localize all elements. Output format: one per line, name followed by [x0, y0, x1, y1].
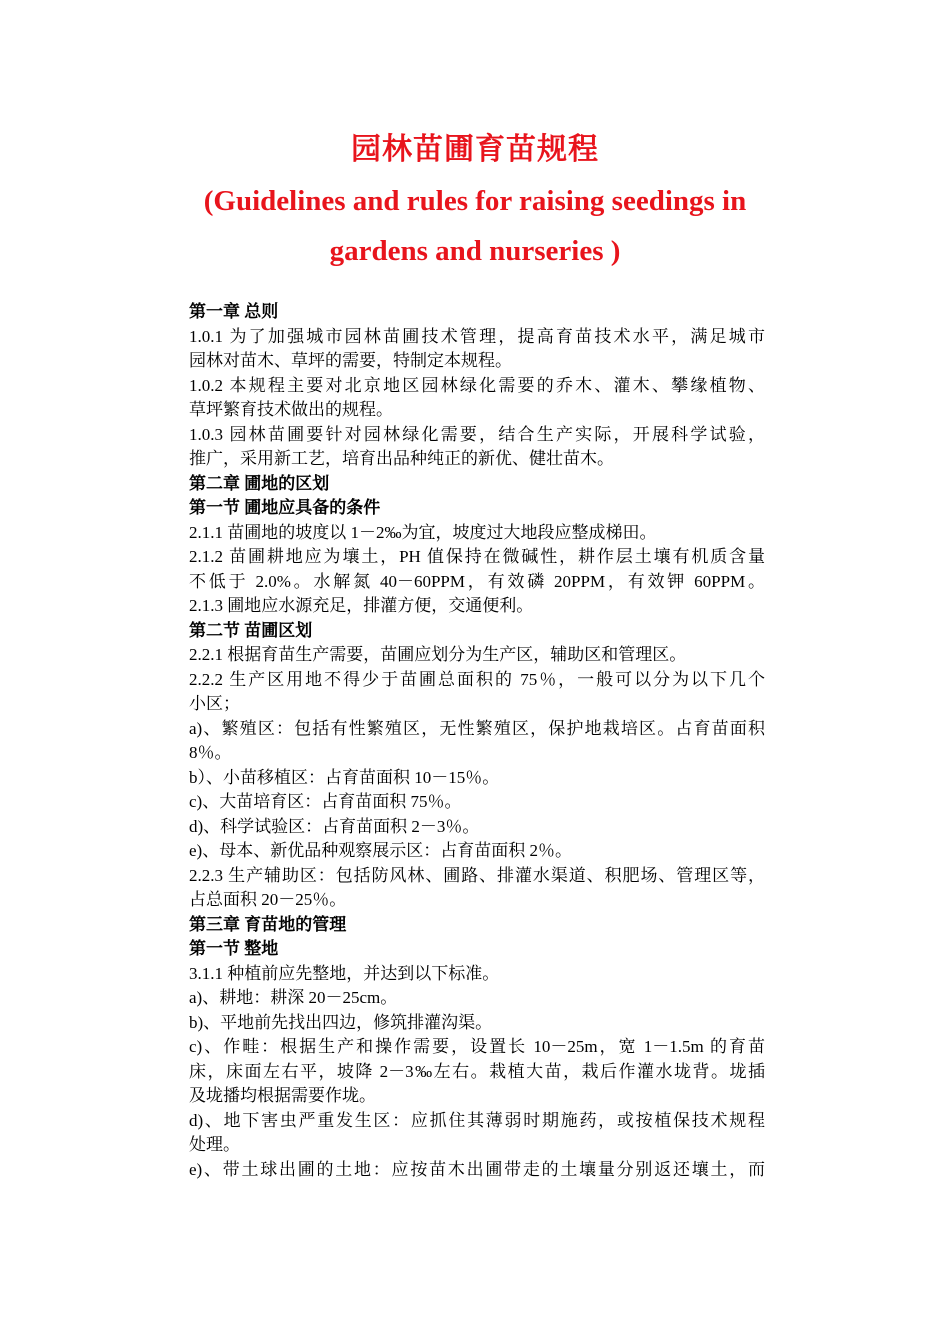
section-heading: 第二节 苗圃区划 — [189, 620, 313, 640]
text-line: d)、地下害虫严重发生区：应抓住其薄弱时期施药，或按植保技术规程 — [189, 1110, 765, 1130]
text-line: 及垅播均根据需要作垅。 — [189, 1086, 376, 1105]
section-heading: 第一节 圃地应具备的条件 — [189, 498, 381, 517]
text-line: 1.0.1 为了加强城市园林苗圃技术管理，提高育苗技术水平，满足城市 — [189, 326, 765, 346]
text-line: 床，床面左右平，坡降 2－3‰左右。栽植大苗，栽后作灌水垅背。垅插 — [189, 1061, 765, 1081]
text-line: 2.1.1 苗圃地的坡度以 1－2‰为宜，坡度过大地段应整成梯田。 — [189, 522, 657, 542]
text-line: a)、繁殖区：包括有性繁殖区，无性繁殖区，保护地栽培区。占育苗面积 — [189, 718, 765, 738]
text-line: 园林对苗木、草坪的需要，特制定本规程。 — [189, 351, 512, 370]
text-line: 草坪繁育技术做出的规程。 — [189, 400, 393, 419]
text-line: e)、带土球出圃的土地：应按苗木出圃带走的土壤量分别返还壤土，而 — [189, 1159, 765, 1179]
title-english-line-1: (Guidelines and rules for raising seedings in — [203, 185, 747, 217]
text-line: 处理。 — [189, 1135, 240, 1154]
text-line: 8％。 — [189, 743, 232, 762]
text-line: 不低于 2.0%。水解氮 40－60PPM，有效磷 20PPM，有效钾 60PPM。 — [189, 571, 765, 591]
title-english-line-2: gardens and nurseries ) — [329, 235, 621, 267]
text-line: 占总面积 20－25％。 — [189, 890, 347, 909]
text-line: 小区； — [189, 694, 240, 713]
text-line: 2.2.2 生产区用地不得少于苗圃总面积的 75％，一般可以分为以下几个 — [189, 669, 765, 689]
text-line: c)、大苗培育区：占育苗面积 75％。 — [189, 792, 462, 811]
text-line: d)、科学试验区：占育苗面积 2－3％。 — [189, 816, 480, 836]
text-line: e)、母本、新优品种观察展示区：占育苗面积 2％。 — [189, 841, 572, 860]
document-title — [0, 124, 950, 276]
document-body — [189, 300, 765, 1182]
text-line: 2.2.1 根据育苗生产需要，苗圃应划分为生产区，辅助区和管理区。 — [189, 645, 687, 664]
text-line: b）、小苗移植区：占育苗面积 10－15％。 — [189, 767, 500, 787]
text-line: 1.0.3 园林苗圃要针对园林绿化需要，结合生产实际，开展科学试验， — [189, 424, 765, 444]
text-line: 3.1.1 种植前应先整地，并达到以下标准。 — [189, 963, 500, 983]
text-line: a)、耕地：耕深 20－25cm。 — [189, 988, 398, 1007]
title-chinese: 园林苗圃育苗规程 — [351, 133, 599, 166]
section-heading: 第三章 育苗地的管理 — [189, 914, 347, 934]
text-line: b)、平地前先找出四边，修筑排灌沟渠。 — [189, 1012, 493, 1032]
text-line: 推广，采用新工艺，培育出品种纯正的新优、健壮苗木。 — [189, 449, 614, 468]
text-line: 2.1.3 圃地应水源充足，排灌方便，交通便利。 — [189, 596, 534, 615]
text-line: 2.1.2 苗圃耕地应为壤土，PH 值保持在微碱性，耕作层土壤有机质含量 — [189, 547, 765, 566]
section-heading: 第二章 圃地的区划 — [189, 473, 330, 493]
section-heading: 第一章 总则 — [189, 302, 279, 321]
text-line: c)、作畦：根据生产和操作需要，设置长 10－25m，宽 1－1.5m 的育苗 — [189, 1037, 765, 1056]
section-heading: 第一节 整地 — [189, 939, 279, 958]
text-line: 1.0.2 本规程主要对北京地区园林绿化需要的乔木、灌木、攀缘植物、 — [189, 375, 765, 395]
text-line: 2.2.3 生产辅助区：包括防风林、圃路、排灌水渠道、积肥场、管理区等， — [189, 865, 765, 885]
